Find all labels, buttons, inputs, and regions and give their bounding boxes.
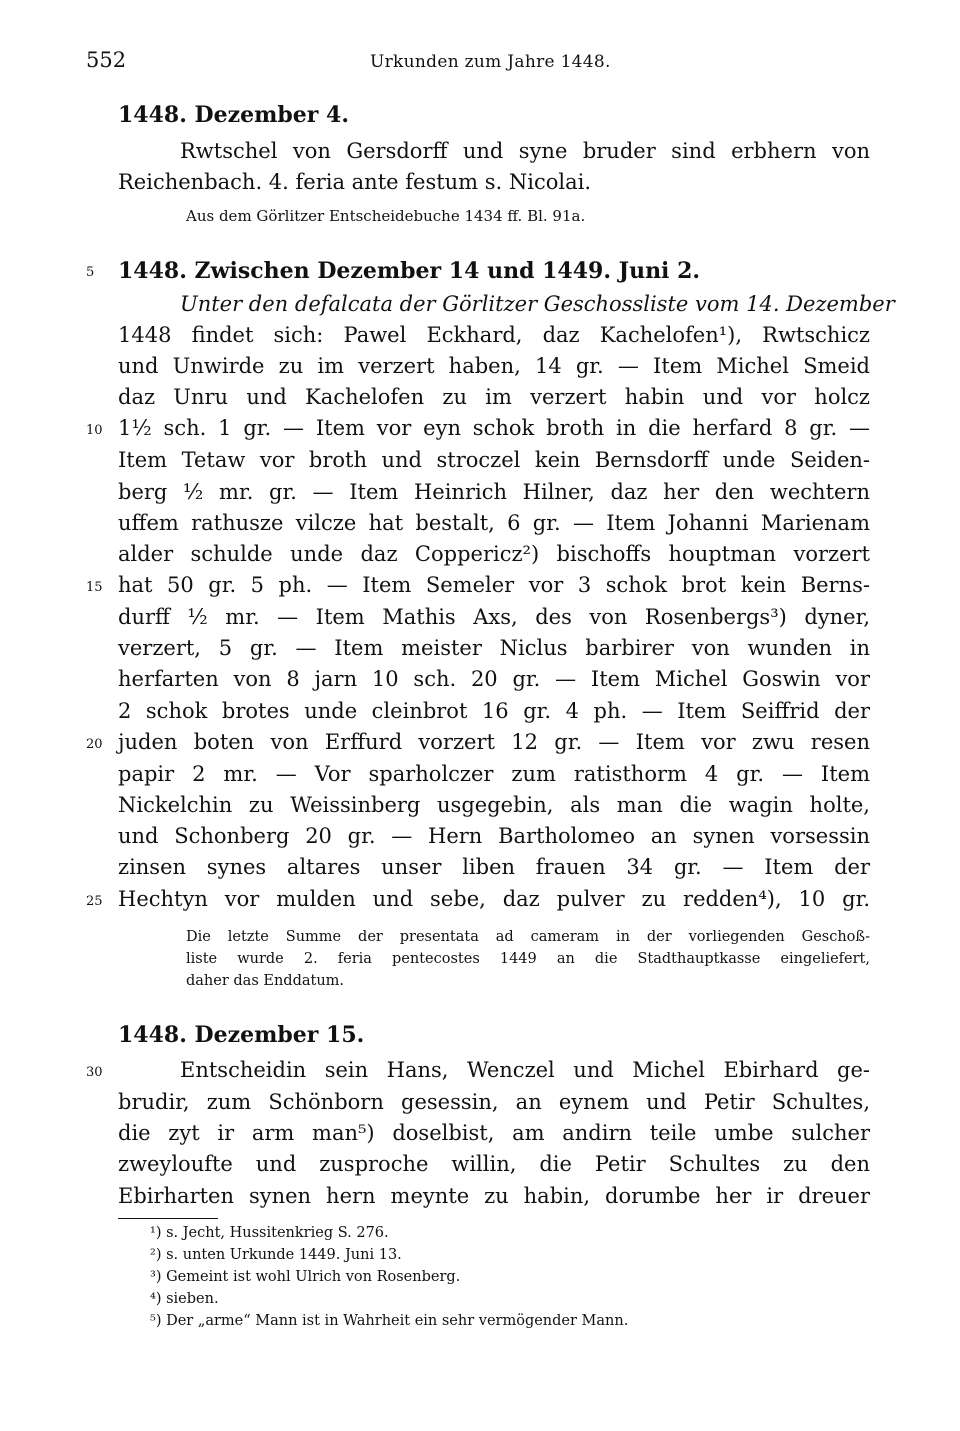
text-line: Nickelchin zu Weissinberg usgegebin, als man die wagin holte, — [118, 793, 870, 817]
text-line: daz Unru und Kachelofen zu im verzert habin und vor holcz — [118, 385, 870, 409]
entry-heading: 1448. Dezember 4. — [118, 102, 349, 128]
text-line: durff ½ mr. — Item Mathis Axs, des von Rosenbergs³) dyner, — [118, 605, 870, 629]
line-number: 15 — [86, 580, 103, 595]
text-line: brudir, zum Schönborn gesessin, an eynem und Petir Schultes, — [118, 1090, 870, 1114]
line-number: 25 — [86, 894, 103, 909]
text-line: Entscheidin sein Hans, Wenczel und Michel Ebirhard ge- — [180, 1058, 870, 1082]
text-line: 1½ sch. 1 gr. — Item vor eyn schok broth in die herfard 8 gr. — — [118, 416, 870, 440]
line-number: 5 — [86, 265, 95, 280]
text-line: hat 50 gr. 5 ph. — Item Semeler vor 3 schok brot kein Berns- — [118, 573, 870, 597]
editorial-note-line: liste wurde 2. feria pentecostes 1449 an die Stadthauptkasse eingeliefert, — [186, 951, 870, 967]
entry-heading: 1448. Zwischen Dezember 14 und 1449. Juni 2. — [118, 258, 701, 284]
footnote: ¹) s. Jecht, Hussitenkrieg S. 276. — [150, 1225, 389, 1241]
text-line: Ebirharten synen hern meynte zu habin, dorumbe her ir dreuer — [118, 1184, 870, 1208]
line-number: 30 — [86, 1065, 103, 1080]
line-number: 10 — [86, 423, 103, 438]
text-line: Unter den defalcata der Görlitzer Geschossliste vom 14. Dezember — [180, 292, 895, 316]
text-line: zweyloufte und zusproche willin, die Petir Schultes zu den — [118, 1152, 870, 1176]
footnote: ⁴) sieben. — [150, 1291, 219, 1307]
text-line: 1448 findet sich: Pawel Eckhard, daz Kachelofen¹), Rwtschicz — [118, 323, 870, 347]
text-line: 2 schok brotes unde cleinbrot 16 gr. 4 ph. — Item Seiffrid der — [118, 699, 870, 723]
text-line: Rwtschel von Gersdorff und syne bruder sind erbhern von — [180, 139, 870, 163]
text-line: berg ½ mr. gr. — Item Heinrich Hilner, daz her den wechtern — [118, 480, 870, 504]
page-number: 552 — [86, 48, 127, 72]
text-line: und Schonberg 20 gr. — Hern Bartholomeo an synen vorsessin — [118, 824, 870, 848]
source-note: Aus dem Görlitzer Entscheidebuche 1434 ff. Bl. 91a. — [186, 207, 586, 225]
footnote: ⁵) Der „arme“ Mann ist in Wahrheit ein sehr vermögender Mann. — [150, 1313, 629, 1329]
editorial-note-line: daher das Enddatum. — [186, 973, 345, 989]
text-line: zinsen synes altares unser liben frauen 34 gr. — Item der — [118, 855, 870, 879]
text-line: herfarten von 8 jarn 10 sch. 20 gr. — Item Michel Goswin vor — [118, 667, 870, 691]
text-line: juden boten von Erffurd vorzert 12 gr. — Item vor zwu resen — [118, 730, 870, 754]
text-line: Hechtyn vor mulden und sebe, daz pulver zu redden⁴), 10 gr. — [118, 887, 870, 911]
text-line: Reichenbach. 4. feria ante festum s. Nicolai. — [118, 170, 592, 194]
text-line: alder schulde unde daz Coppericz²) bischoffs houptman vorzert — [118, 542, 870, 566]
text-line: papir 2 mr. — Vor sparholczer zum ratisthorm 4 gr. — Item — [118, 762, 870, 786]
running-title: Urkunden zum Jahre 1448. — [370, 52, 611, 72]
text-line: Item Tetaw vor broth und stroczel kein Bernsdorff unde Seiden- — [118, 448, 870, 472]
entry-heading: 1448. Dezember 15. — [118, 1022, 365, 1048]
text-line: und Unwirde zu im verzert haben, 14 gr. — Item Michel Smeid — [118, 354, 870, 378]
footnote-separator — [118, 1218, 218, 1219]
text-line: uffem rathusze vilcze hat bestalt, 6 gr. — Item Johanni Marienam — [118, 511, 870, 535]
line-number: 20 — [86, 737, 103, 752]
text-line: die zyt ir arm man⁵) doselbist, am andirn teile umbe sulcher — [118, 1121, 870, 1145]
text-line: verzert, 5 gr. — Item meister Niclus barbirer von wunden in — [118, 636, 870, 660]
footnote: ²) s. unten Urkunde 1449. Juni 13. — [150, 1247, 402, 1263]
editorial-note-line: Die letzte Summe der presentata ad cameram in der vorliegenden Geschoß- — [186, 929, 870, 945]
footnote: ³) Gemeint ist wohl Ulrich von Rosenberg. — [150, 1269, 461, 1285]
